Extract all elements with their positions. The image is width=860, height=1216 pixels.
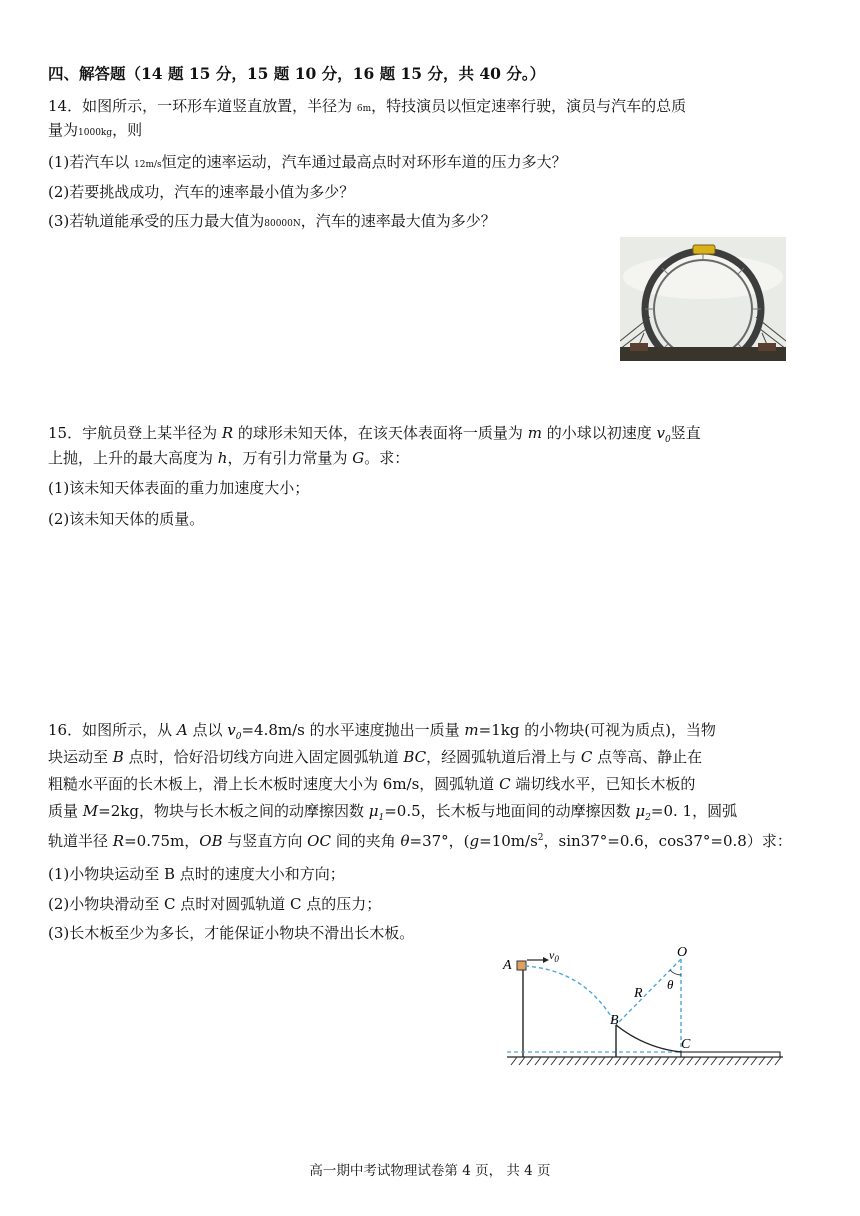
q14-mass: 1000kg xyxy=(78,128,113,138)
q16-line-5: 轨道半径 R=0.75m，OB 与竖直方向 OC 间的夹角 θ=37°，($g=10m/s^2$，sin37°=0.6，cos37°=0.8）求： xyxy=(48,832,792,850)
q16-line-1: 16．如图所示，从 A 点以 $v_0=4.8m/s$ 的水平速度抛出一质量 m=1kg 的小物块(可视为质点)，当物 xyxy=(48,721,716,742)
label-theta: θ xyxy=(667,977,674,992)
arc-track xyxy=(616,1025,681,1052)
q16-part-3: (3)长木板至少为多长，才能保证小物块不滑出长木板。 xyxy=(48,924,415,942)
theta-arc xyxy=(670,970,681,975)
q14-intro-line-2: 量为1000kg，则 xyxy=(48,121,143,139)
q15-line-1: 15．宇航员登上某半径为 R 的球形未知天体，在该天体表面将一质量为 m 的小球以初速度 $v_0$竖直 xyxy=(48,424,701,445)
label-R: R xyxy=(634,986,643,1001)
q15-part-1: (1)该未知天体表面的重力加速度大小； xyxy=(48,479,310,497)
q16-part-1: (1)小物块运动至 B 点时的速度大小和方向； xyxy=(48,865,345,883)
page-footer: 高一期中考试物理试卷第 4 页， 共 4 页 xyxy=(309,1163,551,1179)
label-O: O xyxy=(677,945,688,960)
q16-part-2: (2)小物块滑动至 C 点时对圆弧轨道 C 点的压力； xyxy=(48,895,382,913)
ground-hatch xyxy=(511,1057,781,1065)
section-heading: 四、解答题（14 题 15 分，15 题 10 分，16 题 15 分，共 40 分。） xyxy=(48,64,546,83)
block-at-A xyxy=(517,961,526,970)
q14-part-2: (2)若要挑战成功，汽车的速率最小值为多少？ xyxy=(48,183,355,201)
q16-diagram xyxy=(495,945,790,1073)
q16-line-3: 粗糙水平面的长木板上，滑上长木板时速度大小为 6m/s，圆弧轨道 C 端切线水平，已知长木板的 xyxy=(48,775,696,793)
q16-line-2: 块运动至 B 点时，恰好沿切线方向进入固定圆弧轨道 BC，经圆弧轨道后滑上与 C 点等高、静止在 xyxy=(48,748,703,766)
q15-part-2: (2)该未知天体的质量。 xyxy=(48,510,205,528)
label-C: C xyxy=(681,1037,691,1052)
long-board xyxy=(681,1052,780,1057)
label-v0: $v_0$ xyxy=(549,948,559,964)
label-B: B xyxy=(610,1013,619,1028)
q14-radius: 6m xyxy=(356,104,372,114)
projectile-path xyxy=(525,966,615,1023)
label-A: A xyxy=(503,958,512,973)
q14-part-1: (1)若汽车以 12m/s恒定的速率运动，汽车通过最高点时对环形车道的压力多大？ xyxy=(48,153,567,171)
q15-line-2: 上抛，上升的最大高度为 h，万有引力常量为 G。求： xyxy=(48,449,410,467)
loop-track-photo xyxy=(620,237,786,361)
q16-line-4: 质量 M=2kg，物块与长木板之间的动摩擦因数 $\mu_1=0.5$，长木板与地面间的动摩擦因数 $\mu_2=0$. 1，圆弧 xyxy=(48,802,738,823)
q14-intro-line-1: 14．如图所示，一环形车道竖直放置，半径为 6m，特技演员以恒定速率行驶，演员与汽车的总质 xyxy=(48,97,687,115)
radius-OB xyxy=(616,959,681,1025)
q14-part-3: (3)若轨道能承受的压力最大值为80000N，汽车的速率最大值为多少？ xyxy=(48,212,496,230)
q14-max-force: 80000N xyxy=(264,219,301,229)
q14-speed: 12m/s xyxy=(134,160,162,170)
